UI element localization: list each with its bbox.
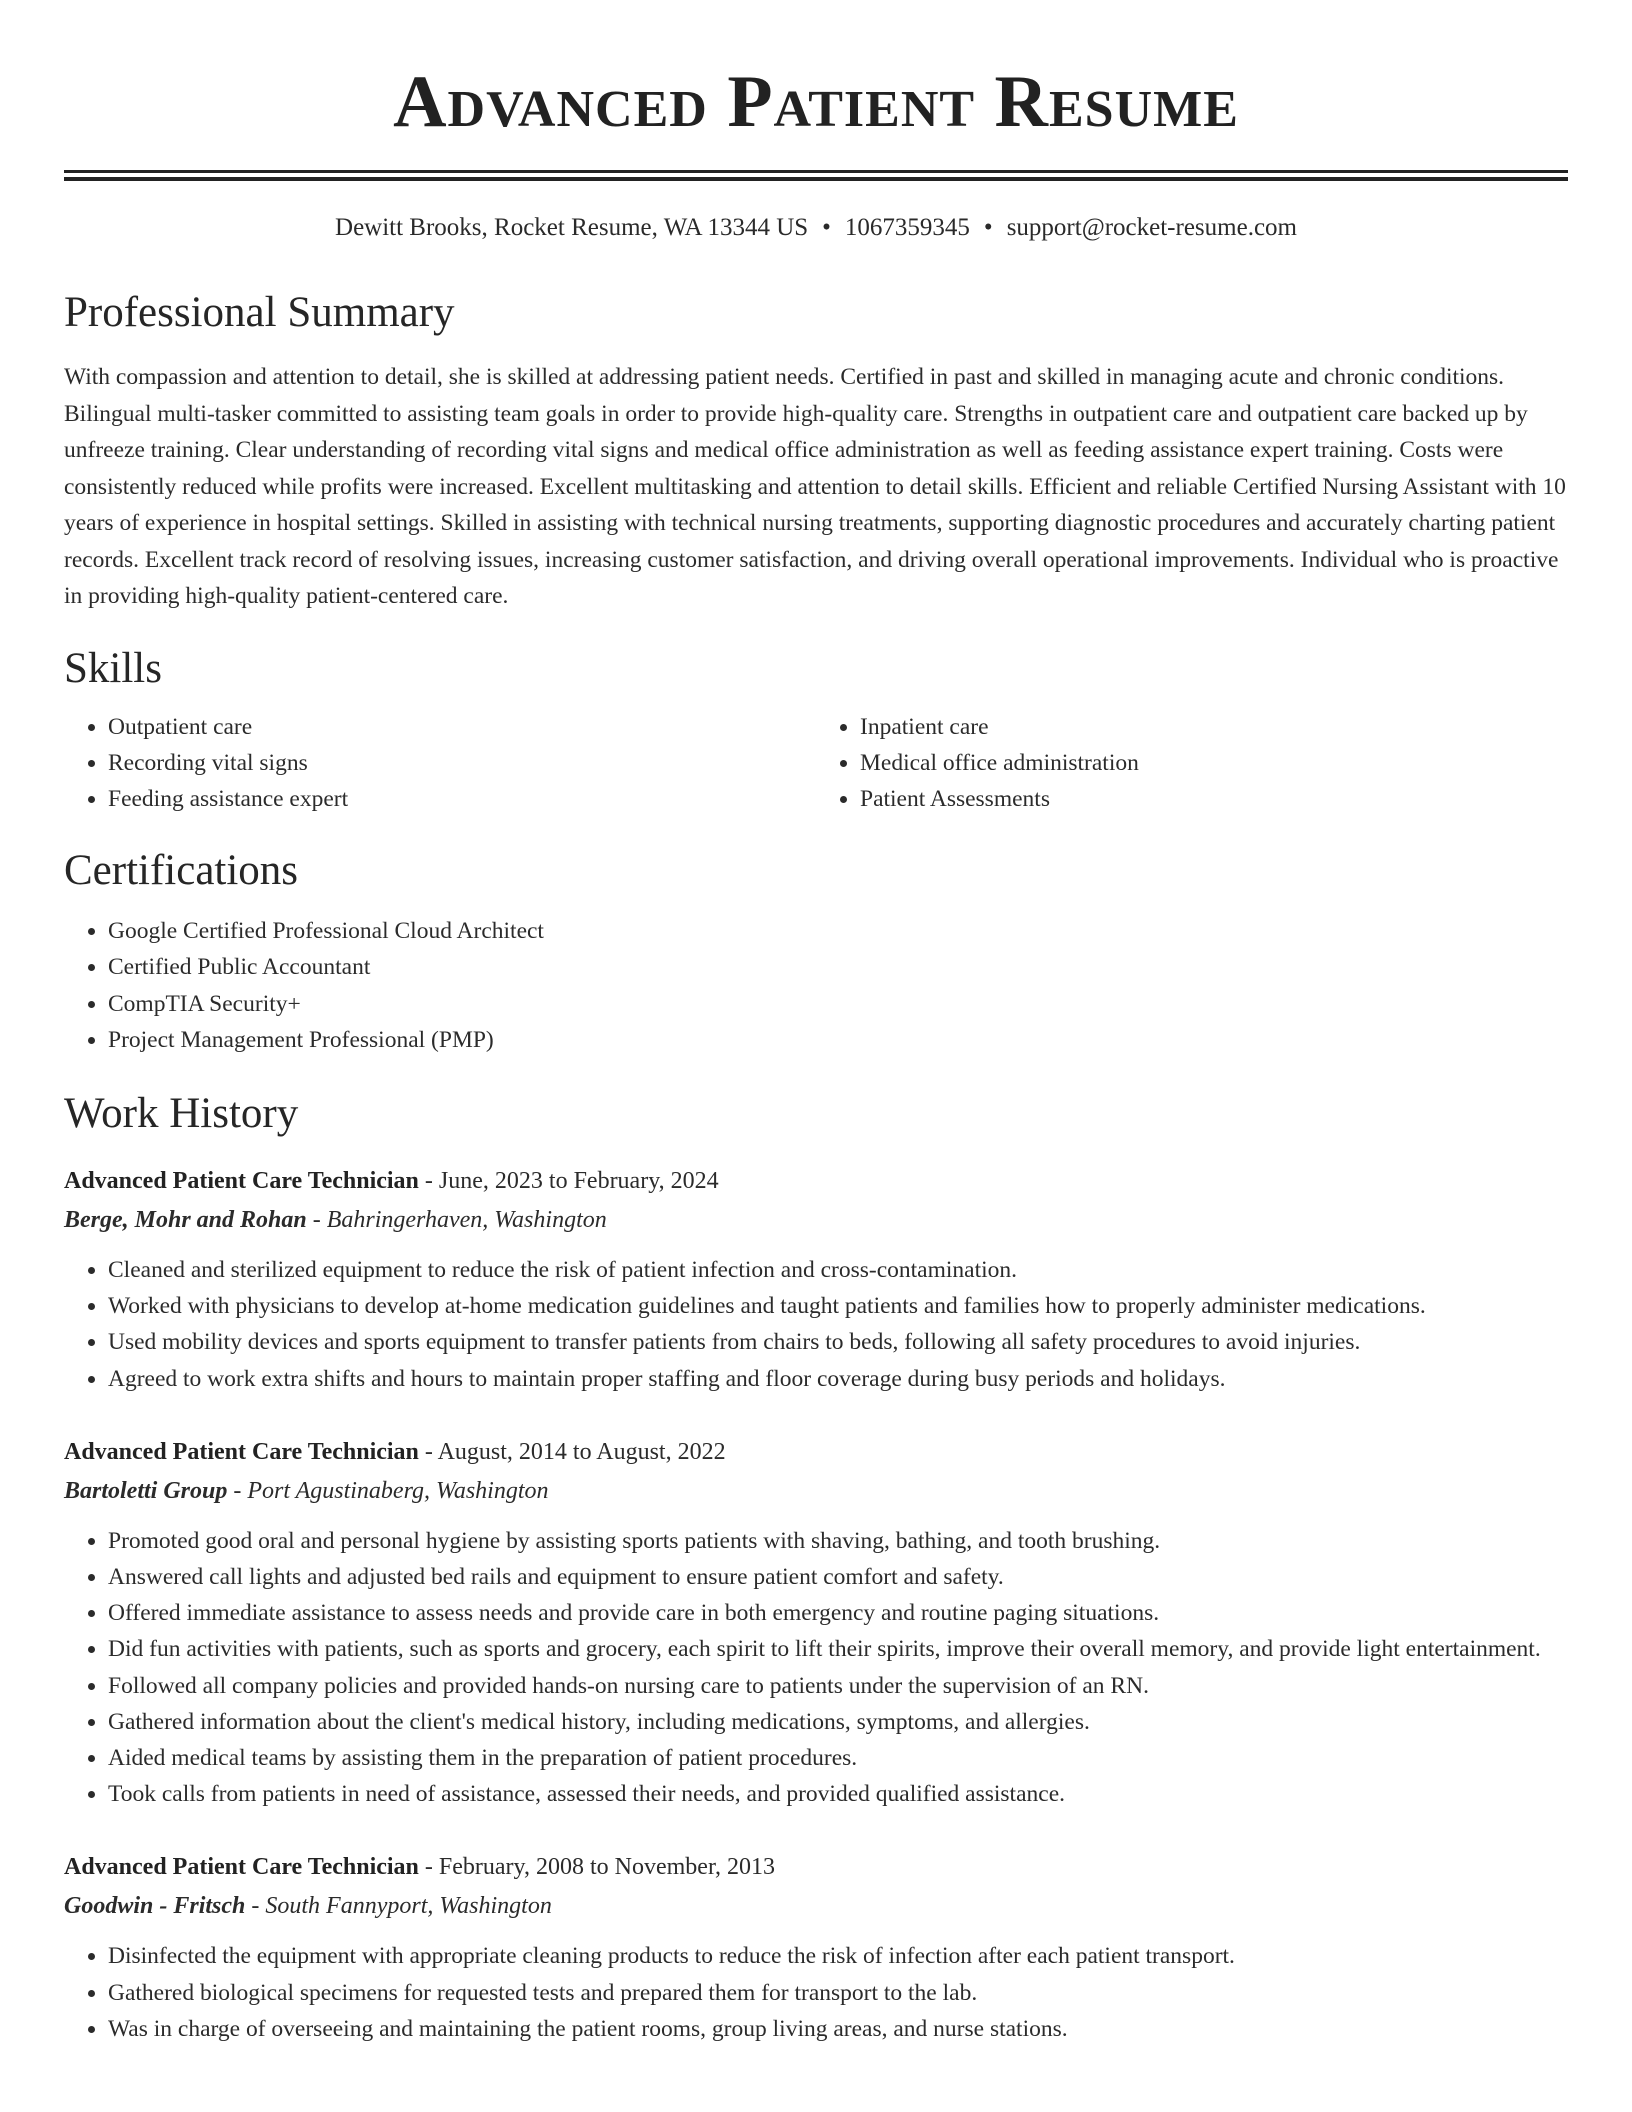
- job-location: Port Agustinaberg, Washington: [247, 1477, 549, 1504]
- job-location: South Fannyport, Washington: [265, 1893, 552, 1920]
- job-bullets: [64, 1938, 1568, 2047]
- job-title: Advanced Patient Care Technician: [64, 1438, 419, 1465]
- job-bullet: • Followed all company policies and provided hands-on nursing care to patients under the supervision of an RN.: [108, 1668, 1568, 1704]
- job-bullet: • Worked with physicians to develop at-home medication guidelines and taught patients and families how to properly administer medications.: [108, 1288, 1568, 1324]
- skills-grid: [64, 709, 1568, 818]
- job-bullet: • Disinfected the equipment with appropriate cleaning products to reduce the risk of infection after each patient transport.: [108, 1938, 1568, 1974]
- job-bullet: • Agreed to work extra shifts and hours to maintain proper staffing and floor coverage during busy periods and holidays.: [108, 1361, 1568, 1397]
- certifications-heading: Certifications: [64, 847, 299, 895]
- job-entry: [64, 1848, 1568, 2047]
- job-bullet: • Cleaned and sterilized equipment to reduce the risk of patient infection and cross-contamination.: [108, 1252, 1568, 1288]
- work-history-heading: Work History: [64, 1089, 299, 1137]
- job-dates: August, 2014 to August, 2022: [437, 1438, 726, 1465]
- skill-item: • Medical office administration: [860, 745, 1568, 781]
- job-bullet: • Used mobility devices and sports equipment to transfer patients from chairs to beds, following all safety procedures to avoid injuries.: [108, 1324, 1568, 1360]
- certification-item: • Project Management Professional (PMP): [108, 1022, 1568, 1058]
- certification-item: • CompTIA Security+: [108, 986, 1568, 1022]
- job-entry: [64, 1162, 1568, 1397]
- skill-item: • Outpatient care: [108, 709, 816, 745]
- skills-left-list: [64, 709, 816, 818]
- certifications-list: [64, 913, 1568, 1058]
- skills-heading: Skills: [64, 644, 162, 692]
- job-bullet: • Promoted good oral and personal hygiene by assisting sports patients with shaving, bathing, and tooth brushing.: [108, 1523, 1568, 1559]
- job-bullet: • Was in charge of overseeing and maintaining the patient rooms, group living areas, and nurse stations.: [108, 2011, 1568, 2047]
- job-bullets: [64, 1523, 1568, 1813]
- job-dates: February, 2008 to November, 2013: [438, 1854, 775, 1881]
- contact-address: Dewitt Brooks, Rocket Resume, WA 13344 US: [335, 214, 809, 241]
- job-company: Bartoletti Group: [64, 1477, 228, 1504]
- job-bullet: • Did fun activities with patients, such as sports and grocery, each spirit to lift their spirits, improve their overall memory, and provide light entertainment.: [108, 1631, 1568, 1667]
- title-double-rule: [64, 170, 1568, 181]
- contact-line: [64, 211, 1568, 245]
- summary-text: With compassion and attention to detail, she is skilled at addressing patient needs. Certified in past and skilled in managing acute and chronic conditions. Bilingual multi-tasker committed to assisting team goals in order to provide high-quality care. Strengths in outpatient care and outpatient care backed up by unfreeze training. Clear understanding of recording vital signs and medical office administration as well as feeding assistance expert training. Costs were consistently reduced while profits were increased. Excellent multitasking and attention to detail skills. Efficient and reliable Certified Nursing Assistant with 10 years of experience in hospital settings. Skilled in assisting with technical nursing treatments, supporting diagnostic procedures and accurately charting patient records. Excellent track record of resolving issues, increasing customer satisfaction, and driving overall operational improvements. Individual who is proactive in providing high-quality patient-centered care.: [64, 364, 1566, 609]
- job-bullet: • Gathered biological specimens for requested tests and prepared them for transport to the lab.: [108, 1975, 1568, 2011]
- job-bullet: • Took calls from patients in need of assistance, assessed their needs, and provided qualified assistance.: [108, 1776, 1568, 1812]
- certification-item: • Certified Public Accountant: [108, 949, 1568, 985]
- skills-right-list: [816, 709, 1568, 818]
- job-company-line: Bartoletti Group - Port Agustinaberg, Washington: [64, 1477, 549, 1504]
- contact-phone: 1067359345: [844, 214, 970, 241]
- certification-item: • Google Certified Professional Cloud Architect: [108, 913, 1568, 949]
- job-bullet: • Aided medical teams by assisting them in the preparation of patient procedures.: [108, 1740, 1568, 1776]
- job-bullet: • Gathered information about the client's medical history, including medications, symptoms, and allergies.: [108, 1704, 1568, 1740]
- skill-item: • Inpatient care: [860, 709, 1568, 745]
- skill-item: • Patient Assessments: [860, 781, 1568, 817]
- job-company-line: Goodwin - Fritsch - South Fannyport, Washington: [64, 1893, 552, 1920]
- job-title: Advanced Patient Care Technician: [64, 1167, 419, 1194]
- job-company: Goodwin - Fritsch: [64, 1893, 246, 1920]
- job-company-line: Berge, Mohr and Rohan - Bahringerhaven, Washington: [64, 1206, 607, 1233]
- job-dates: June, 2023 to February, 2024: [438, 1167, 719, 1194]
- contact-email: support@rocket-resume.com: [1006, 214, 1297, 241]
- job-company: Berge, Mohr and Rohan: [64, 1206, 307, 1233]
- skill-item: • Recording vital signs: [108, 745, 816, 781]
- contact-separator: •: [822, 214, 831, 241]
- job-location: Bahringerhaven, Washington: [326, 1206, 607, 1233]
- skill-item: • Feeding assistance expert: [108, 781, 816, 817]
- resume-title: Advanced Patient Resume: [393, 61, 1239, 143]
- summary-heading: Professional Summary: [64, 289, 455, 336]
- job-title-line: Advanced Patient Care Technician - February, 2008 to November, 2013: [64, 1854, 775, 1881]
- job-bullets: [64, 1252, 1568, 1397]
- contact-separator: •: [983, 214, 993, 241]
- job-title: Advanced Patient Care Technician: [64, 1854, 419, 1881]
- job-title-line: Advanced Patient Care Technician - August, 2014 to August, 2022: [64, 1438, 726, 1465]
- job-title-line: Advanced Patient Care Technician - June, 2023 to February, 2024: [64, 1167, 719, 1194]
- job-entry: [64, 1433, 1568, 1813]
- job-bullet: • Offered immediate assistance to assess needs and provide care in both emergency and routine paging situations.: [108, 1595, 1568, 1631]
- job-bullet: • Answered call lights and adjusted bed rails and equipment to ensure patient comfort and safety.: [108, 1559, 1568, 1595]
